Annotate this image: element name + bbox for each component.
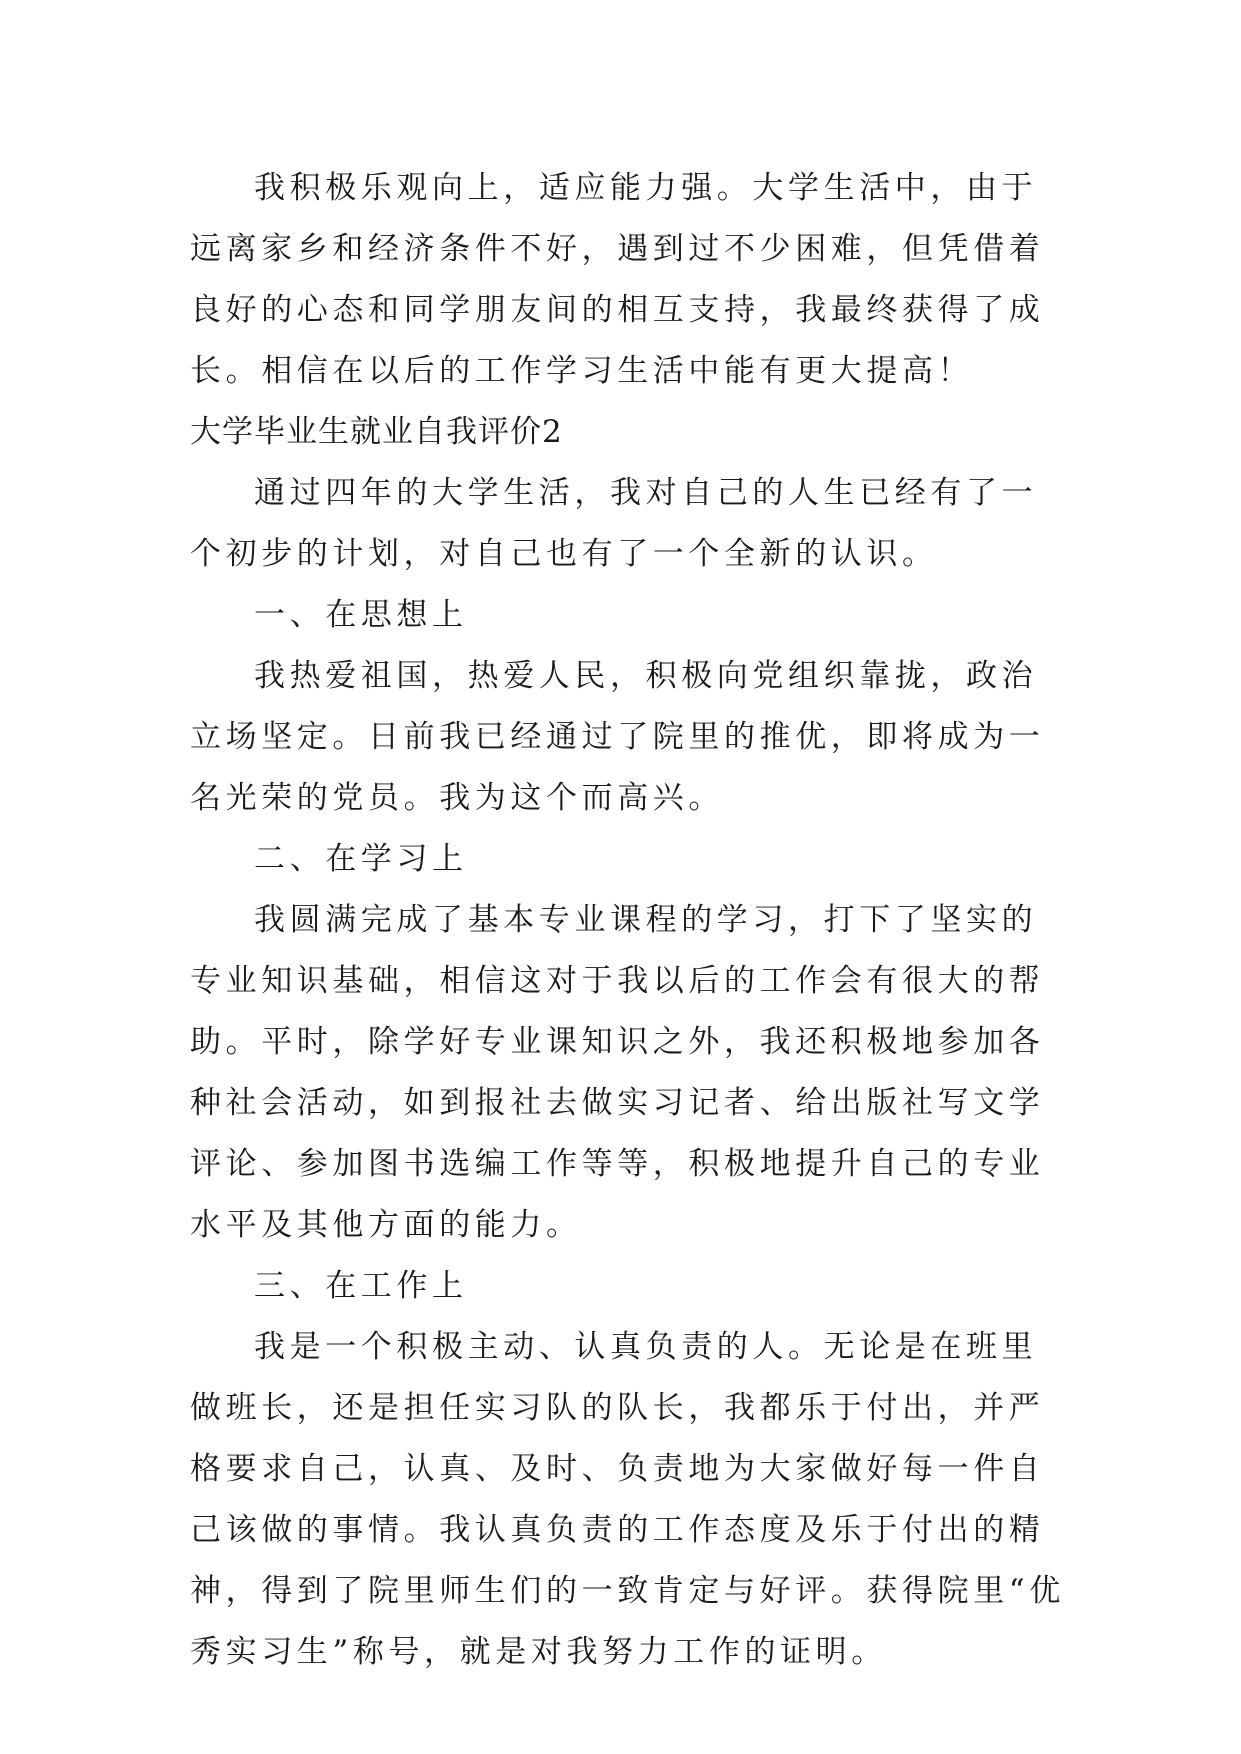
- paragraph-overview: 通过四年的大学生活，我对自己的人生已经有了一个初步的计划，对自己也有了一个全新的认识。: [190, 475, 1038, 572]
- paragraph-intro: 我积极乐观向上，适应能力强。大学生活中，由于远离家乡和经济条件不好，遇到过不少困难，但凭借着良好的心态和同学朋友间的相互支持，我最终获得了成长。相信在以后的工作学习生活中能有更大提高！: [190, 170, 1045, 389]
- document-body: [190, 158, 1070, 1683]
- paragraph-work: 我是一个积极主动、认真负责的人。无论是在班里做班长，还是担任实习队的队长，我都乐于付出，并严格要求自己，认真、及时、负责地为大家做好每一件自己该做的事情。我认真负责的工作态度及乐于付出的精神，得到了院里师生们的一致肯定与好评。获得院里“优秀实习生”称号，就是对我努力工作的证明。: [190, 1329, 1065, 1670]
- paragraph-study: 我圆满完成了基本专业课程的学习，打下了坚实的专业知识基础，相信这对于我以后的工作会有很大的帮助。平时，除学好专业课知识之外，我还积极地参加各种社会活动，如到报社去做实习记者、给出版社写文学评论、参加图书选编工作等等，积极地提升自己的专业水平及其他方面的能力。: [190, 902, 1045, 1243]
- section-heading-study: 二、在学习上: [254, 841, 468, 877]
- paragraph-thought: 我热爱祖国，热爱人民，积极向党组织靠拢，政治立场坚定。日前我已经通过了院里的推优，即将成为一名光荣的党员。我为这个而高兴。: [190, 658, 1045, 816]
- section-heading-thought: 一、在思想上: [254, 597, 468, 633]
- section-heading-work: 三、在工作上: [254, 1268, 468, 1304]
- document-title: 大学毕业生就业自我评价2: [190, 414, 563, 450]
